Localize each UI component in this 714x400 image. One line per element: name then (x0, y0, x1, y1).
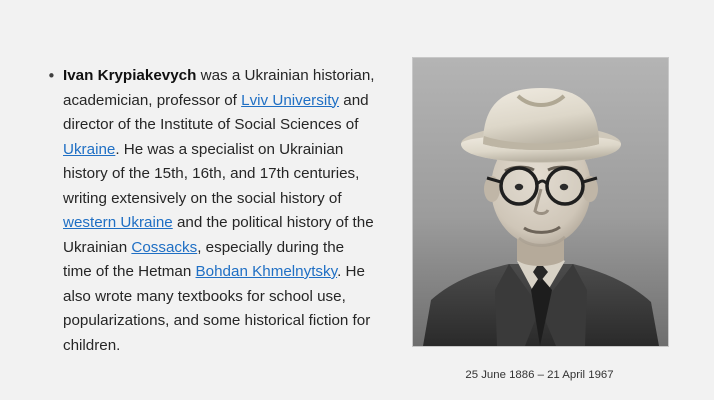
seg-0: was a Ukrainian historian, academician, professor of (63, 67, 375, 109)
seg-6: and the political history of the Ukrainian (63, 214, 374, 256)
seg-4: . He was a specialist on Ukrainian history of the 15th, 16th, and 17th centuries, writing extensively on the social history of (63, 140, 360, 207)
portrait-container (412, 57, 667, 345)
bullet-item (47, 64, 377, 358)
link-western-ukraine[interactable]: western Ukraine (63, 214, 173, 231)
photo-caption: 25 June 1886 – 21 April 1967 (465, 369, 614, 381)
biography-paragraph (63, 64, 377, 358)
portrait-photo (412, 57, 669, 347)
link-bohdan-khmelnytsky[interactable]: Bohdan Khmelnytsky (195, 263, 338, 280)
bullet-text-block (47, 64, 377, 358)
seg-2: and director of the Institute of Social Sciences of (63, 91, 369, 133)
link-cossacks[interactable]: Cossacks (131, 238, 198, 256)
seg-10: . He also wrote many textbooks for school use, popularizations, and some historical fiction for children. (63, 263, 371, 354)
link-lviv-university[interactable]: Lviv University (241, 91, 340, 109)
link-ukraine[interactable]: Ukraine (63, 140, 116, 158)
bullet-point-icon: • (47, 67, 56, 85)
person-name: Ivan Krypiakevych (63, 67, 197, 84)
portrait-illustration (413, 58, 668, 346)
seg-8: , especially during the time of the Hetman (63, 238, 345, 280)
